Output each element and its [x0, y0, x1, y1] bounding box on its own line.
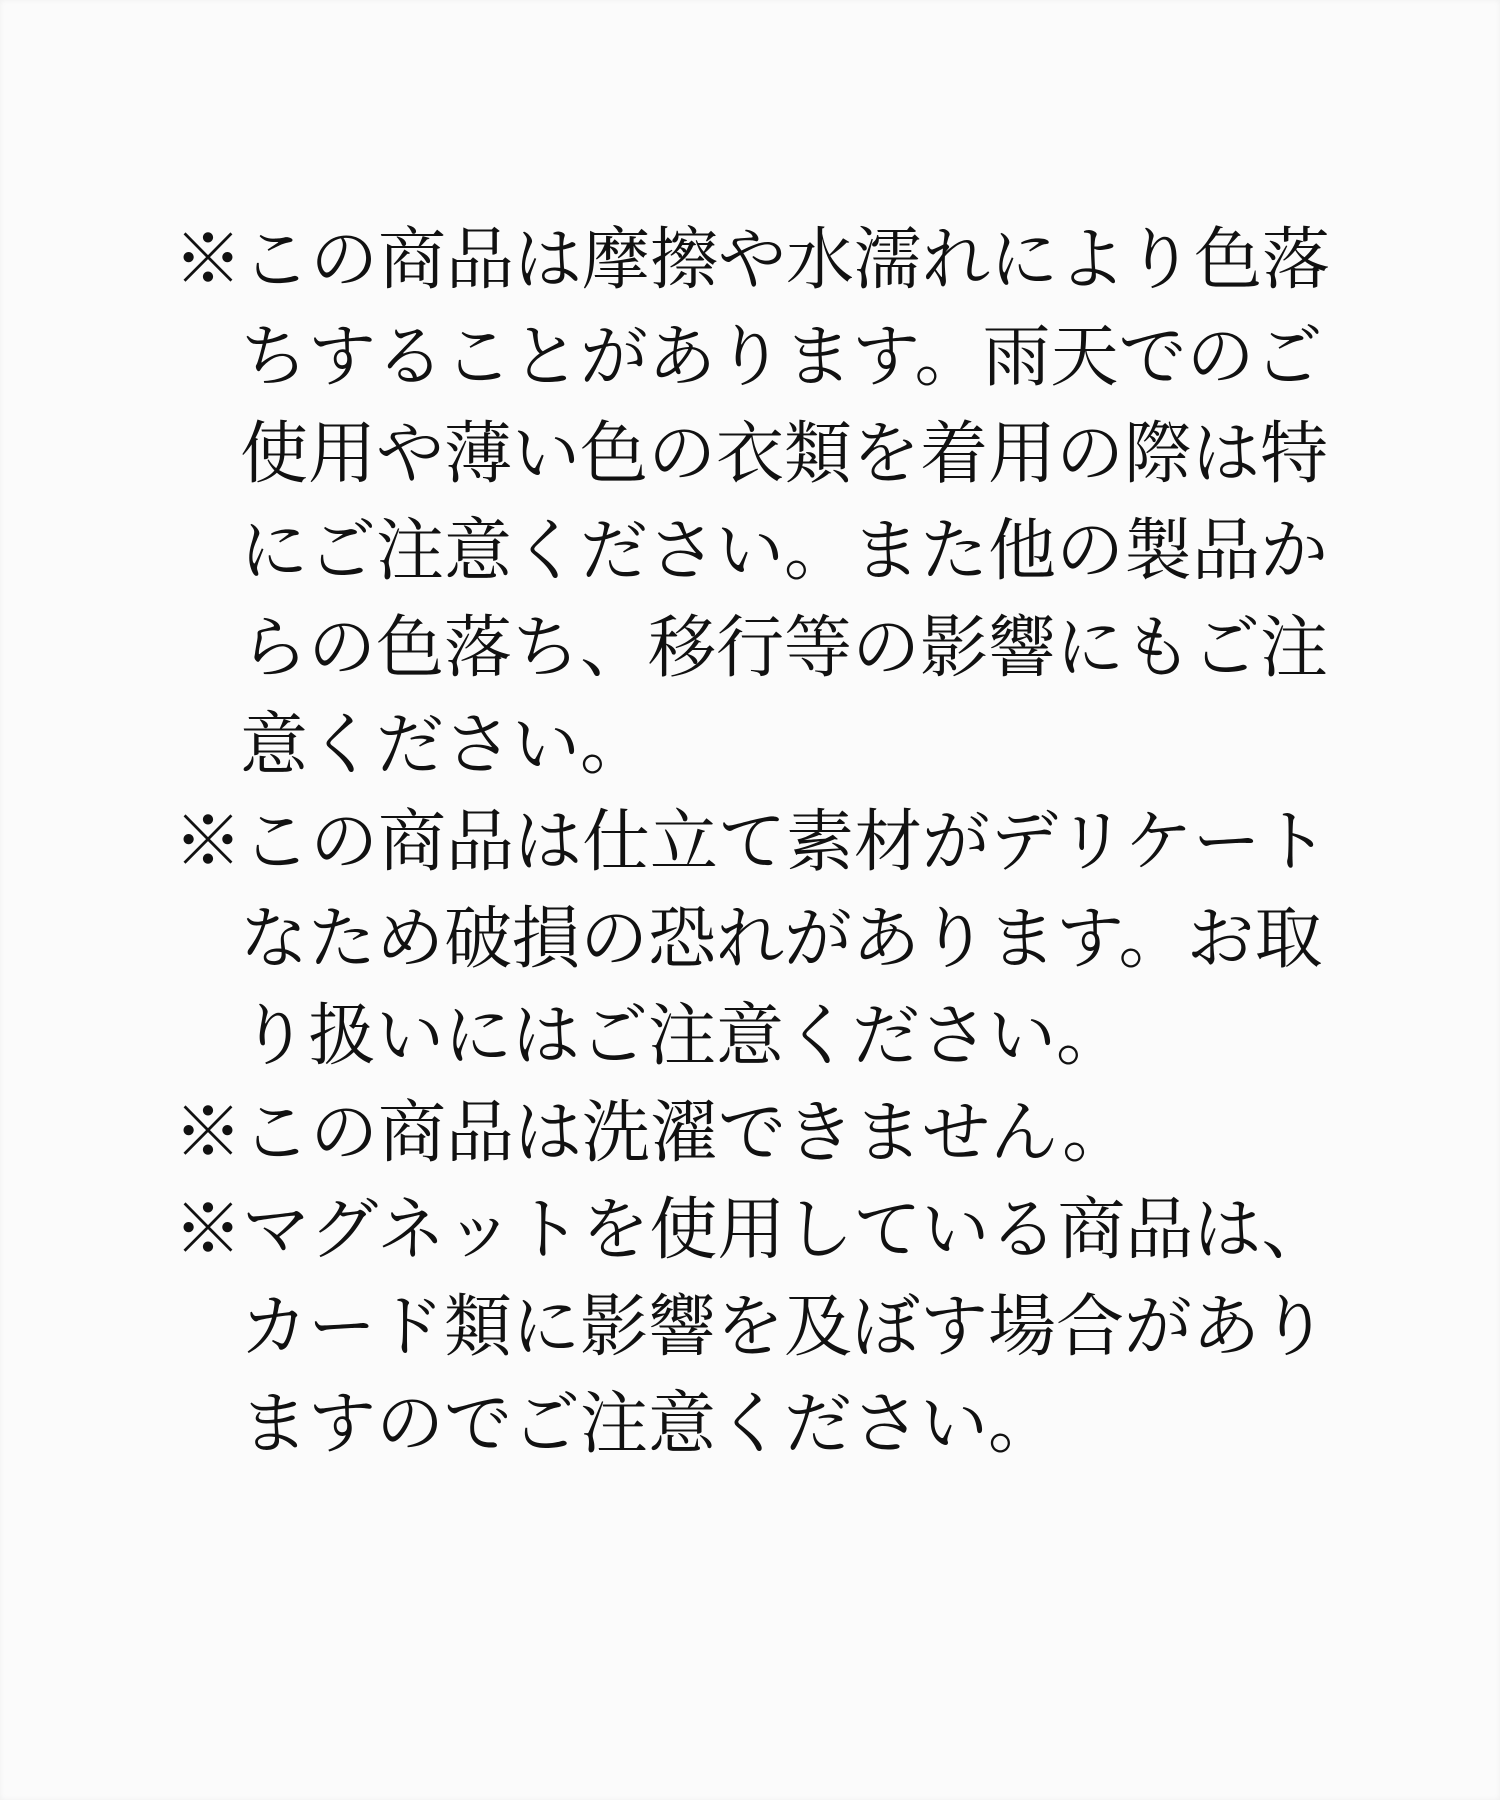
notice-line: 意ください。	[240, 707, 649, 783]
notice-line: り扱いにはご注意ください。	[240, 998, 1125, 1074]
notice-line: ますのでご注意ください。	[240, 1386, 1057, 1462]
notice-line: ※この商品は仕立て素材がデリケート	[174, 804, 1329, 880]
notice-text-block	[174, 212, 1414, 1473]
notice-line: 使用や薄い色の衣類を着用の際は特	[240, 416, 1329, 492]
notice-line: ちすることがあります。雨天でのご	[240, 319, 1323, 395]
notice-line: にご注意ください。また他の製品か	[240, 513, 1329, 589]
notice-line: ※この商品は摩擦や水濡れにより色落	[174, 222, 1331, 298]
notice-line: カード類に影響を及ぼす場合があり	[240, 1289, 1329, 1365]
notice-line: らの色落ち、移行等の影響にもご注	[240, 610, 1329, 686]
notice-line: なため破損の恐れがあります。お取	[240, 901, 1323, 977]
notice-line: ※この商品は洗濯できません。	[174, 1095, 1131, 1171]
notice-line: ※マグネットを使用している商品は、	[174, 1192, 1330, 1268]
